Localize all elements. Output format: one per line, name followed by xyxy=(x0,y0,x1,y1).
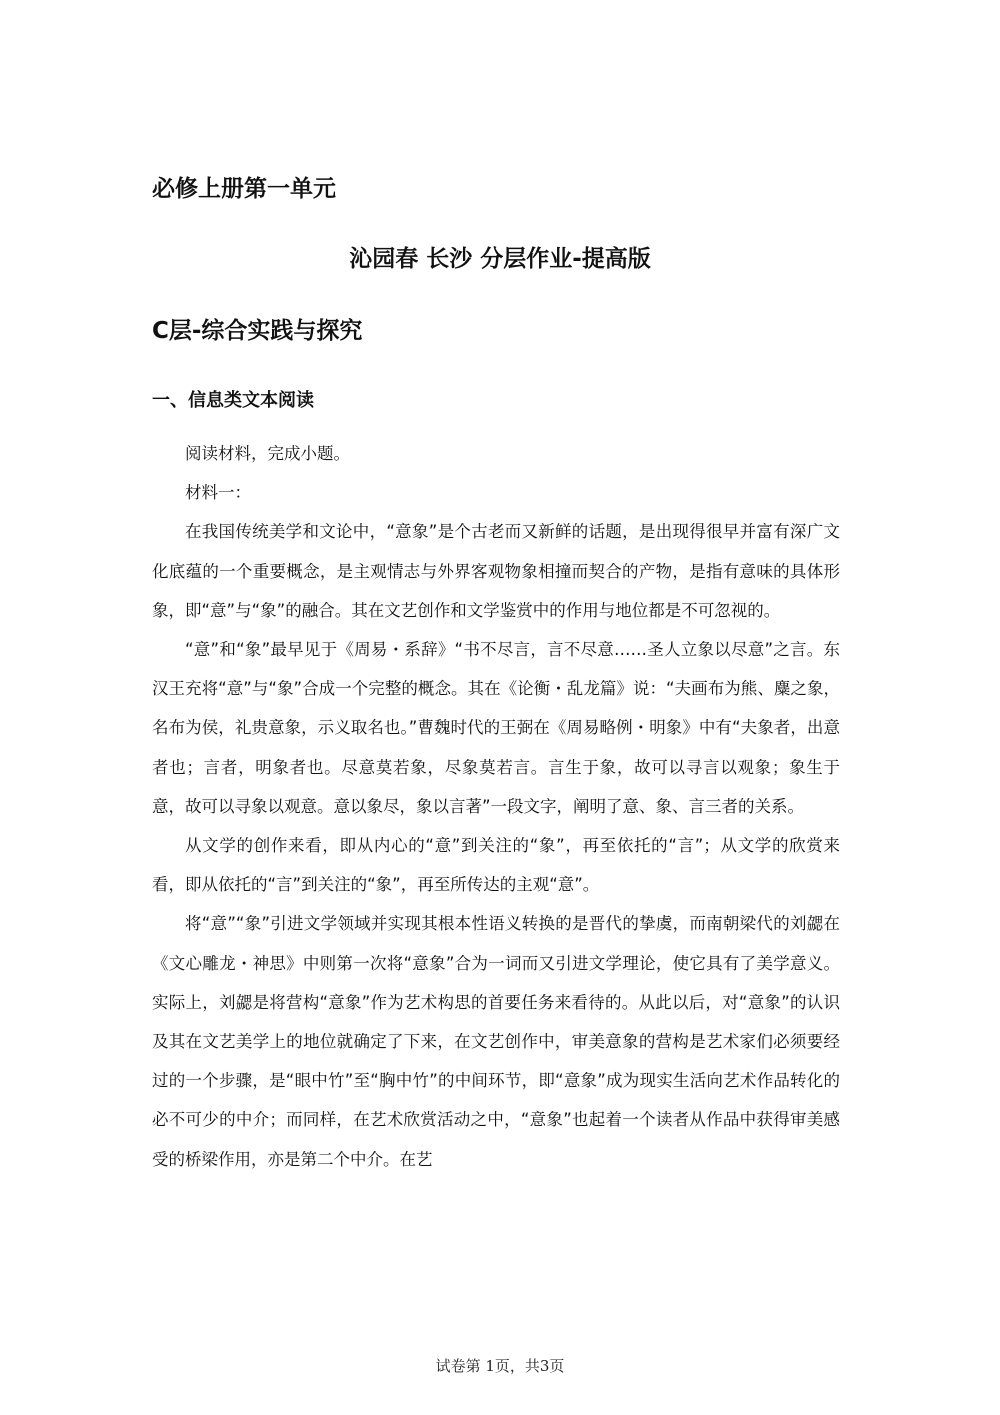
unit-label: 必修上册第一单元 xyxy=(152,176,336,202)
reading-passage xyxy=(152,434,840,1179)
instruction-text: 阅读材料，完成小题。 xyxy=(185,444,350,463)
paragraph: “意”和“象”最早见于《周易・系辞》“书不尽言，言不尽意……圣人立象以尽意”之言。东汉王充将“意”与“象”合成一个完整的概念。其在《论衡・乱龙篇》说：“夫画布为熊、麋之象，名布为侯，礼贵意象，示义取名也。”曹魏时代的王弼在《周易略例・明象》中有“夫象者，出意者也；言者，明象者也。尽意莫若象，尽象莫若言。言生于象，故可以寻言以观象；象生于意，故可以寻象以观意。意以象尽，象以言著”一段文字，阐明了意、象、言三者的关系。 xyxy=(152,640,840,816)
paragraph: 从文学的创作来看，即从内心的“意”到关注的“象”，再至依托的“言”；从文学的欣赏来看，即从依托的“言”到关注的“象”，再至所传达的主观“意”。 xyxy=(152,836,840,895)
layer-heading: C层-综合实践与探究 xyxy=(152,318,363,344)
section-heading: 一、信息类文本阅读 xyxy=(152,390,314,411)
material-label: 材料一： xyxy=(185,483,251,503)
paragraph: 将“意”“象”引进文学领域并实现其根本性语义转换的是晋代的挚虞，而南朝梁代的刘勰在《文心雕龙・神思》中则第一次将“意象”合为一词而又引进文学理论，使它具有了美学意义。实际上，刘勰是将营构“意象”作为艺术构思的首要任务来看待的。从此以后，对“意象”的认识及其在文艺美学上的地位就确定了下来，在文艺创作中，审美意象的营构是艺术家们必须要经过的一个步骤，是“眼中竹”至“胸中竹”的中间环节，即“意象”成为现实生活向艺术作品转化的必不可少的中介；而同样，在艺术欣赏活动之中，“意象”也起着一个读者从作品中获得审美感受的桥梁作用，亦是第二个中介。在艺 xyxy=(152,914,840,1169)
paragraph: 在我国传统美学和文论中，“意象”是个古老而又新鲜的话题，是出现得很早并富有深广文化底蕴的一个重要概念，是主观情志与外界客观物象相撞而契合的产物，是指有意味的具体形象，即“意”与“象”的融合。其在文艺创作和文学鉴赏中的作用与地位都是不可忽视的。 xyxy=(152,522,840,620)
document-title: 沁园春 长沙 分层作业-提高版 xyxy=(349,246,651,272)
page-footer: 试卷第 1页，共3页 xyxy=(435,1357,565,1375)
